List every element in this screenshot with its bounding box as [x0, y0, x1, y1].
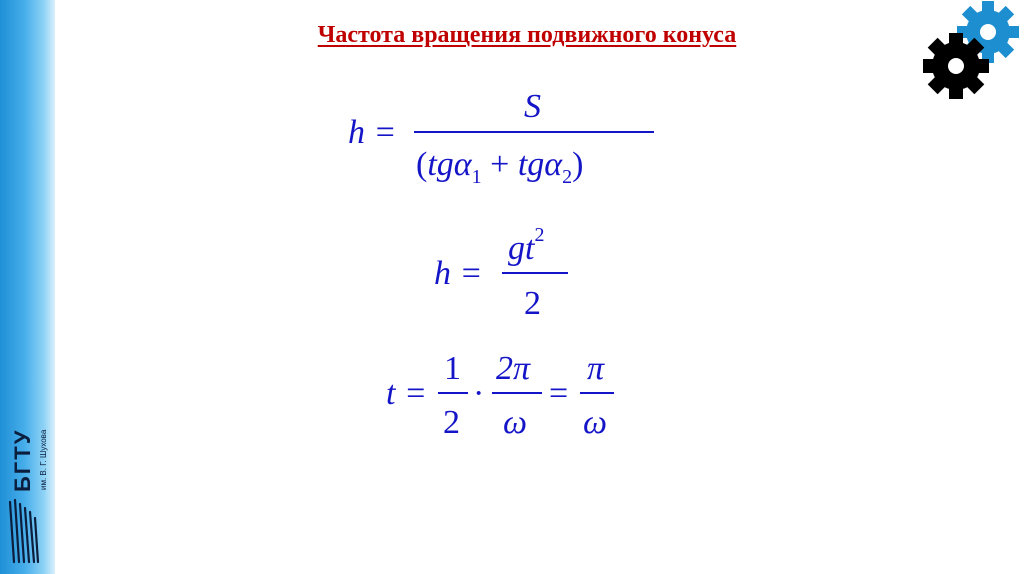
f3-frac3-numerator: π [587, 350, 605, 387]
f1-numerator: S [524, 88, 541, 125]
f2-denominator: 2 [524, 285, 541, 322]
f2-numerator: $gt^2$ [508, 224, 545, 267]
f3-dot: · [473, 375, 485, 412]
f3-frac1-denominator: 2 [443, 404, 460, 441]
f3-frac2-bar [492, 392, 542, 394]
f3-frac3-denominator: ω [583, 404, 608, 441]
f3-frac3-bar [580, 392, 614, 394]
f3-frac2-numerator: 2π [496, 350, 531, 387]
f1-lhs: h = [348, 114, 397, 151]
f1-fraction-bar [414, 131, 654, 133]
f2-lhs: h = [434, 255, 483, 292]
logo-subtitle: им. В. Г. Шухова [39, 429, 48, 490]
slide-title-text: Частота вращения подвижного конуса [317, 22, 737, 48]
f3-equals: = [549, 375, 569, 412]
f3-lhs: t = [386, 375, 427, 412]
f3-frac2-denominator: ω [503, 404, 528, 441]
f3-frac1-bar [438, 392, 468, 394]
f1-denominator: (tgα$_1$ + tgα$_2$) [416, 146, 584, 188]
f3-frac1-numerator: 1 [444, 350, 461, 387]
f2-fraction-bar [502, 272, 568, 274]
logo-abbrev: БГТУ [10, 428, 35, 492]
